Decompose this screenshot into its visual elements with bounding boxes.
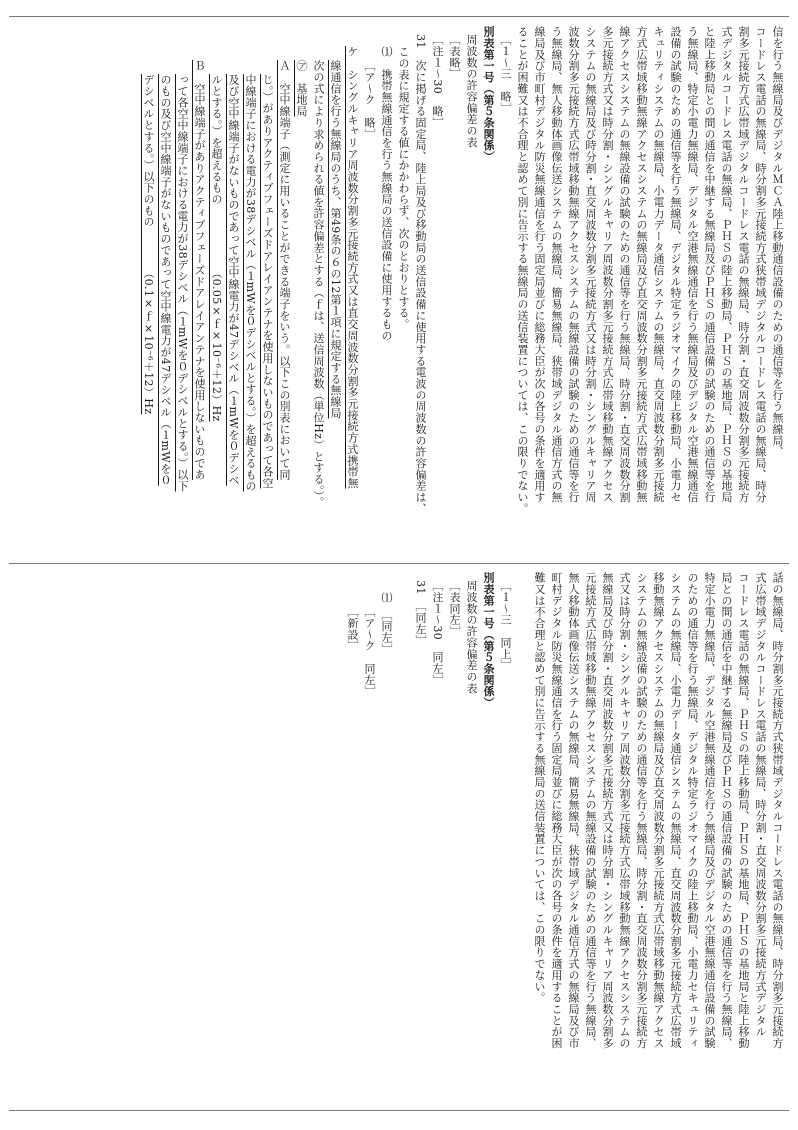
text-line: デシベルとする。）以下のもの （0.1×ｆ×10⁻⁶＋12）Hz bbox=[142, 74, 155, 415]
text-line: 無線局及び時分割・直交周波数分割多元接続方式又は時分割・シングルキャリア周波数分割多 bbox=[601, 572, 614, 1049]
text-line: 線局及び市町村デジタル防災無線通信を行う固定局並びに総務大臣が次の各号の条件を適用す bbox=[533, 26, 546, 503]
text-line: 割多元接続方式広帯域デジタルコードレス電話の無線局、時分割・直交周波数分割多元接続方 bbox=[737, 26, 750, 503]
text-line: 難又は不合理と認めて別に告示する無線局の送信装置については、この限りでない。 bbox=[533, 572, 546, 1004]
text-line: う無線局、特定小電力無線局、デジタル空港無線通信を行う無線局及びデジタル空港無線通信 bbox=[686, 26, 699, 503]
text-line: ［ア～ク 略］ bbox=[363, 60, 376, 140]
text-line: Ｂ 空中線端子がありアクティブフェーズドアレイアンテナを使用しないものであ bbox=[193, 60, 206, 480]
text-line: ⑴ ［同左］ bbox=[380, 592, 393, 655]
text-line: って各空中線端子における電力が38デシベル（１mWを０デシベルとする。）以下 bbox=[176, 74, 189, 492]
text-line: と陸上移動局との間の通信を中継する無線局及びＰＨＳの通信設備の試験のための通信等を行 bbox=[703, 26, 716, 503]
text-line: システムの無線設備の試験のための通信等を行う無線局、時分割・直交周波数分割多元接続方 bbox=[635, 572, 648, 1049]
text-line: 方式広帯域移動無線アクセスシステムの無線局及び直交周波数分割多元接続方式広帯域移動無 bbox=[635, 26, 648, 503]
text-line: コードレス電話の無線局、時分割多元接続方式狭帯域デジタルコードレス電話の無線局、時分 bbox=[754, 26, 767, 503]
text-line: 中線端子における電力が38デシベル（１mWを０デシベルとする。）を超えるもの bbox=[244, 74, 257, 492]
text-line: 無人移動体画像伝送システムの無線局、簡易無線局、狭帯域デジタル通信方式の無線局及び市 bbox=[567, 572, 580, 1049]
text-line: システムの無線局、小電力データ通信システムの無線局、直交周波数分割多元接続方式広帯域 bbox=[669, 572, 682, 1049]
text-line: 信を行う無線局及びデジタルＭＣＡ陸上移動通信設備のための通信等を行う無線局、 bbox=[771, 26, 784, 458]
text-line: キュリティシステムの無線局、小電力データ通信システムの無線局、直交周波数分割多元接続 bbox=[652, 26, 665, 503]
text-line: システムの無線局及び時分割・直交周波数分割多元接続方式又は時分割・シングルキャリア周 bbox=[584, 26, 597, 503]
text-line: 別表第一号（第５条関係） bbox=[482, 572, 495, 709]
text-line: 町村デジタル防災無線通信を行う固定局並びに総務大臣が次の各号の条件を適用することが困 bbox=[550, 572, 563, 1049]
text-line: ［１～三 同上］ bbox=[499, 580, 512, 671]
text-line: 元接続方式広帯域移動無線アクセスシステムの無線設備の試験のための通信等を行う無線局、 bbox=[584, 572, 597, 1049]
text-line: 及び空中線端子がないものであって空中線電力が47デシベル（１mWを０デシベ bbox=[227, 74, 240, 486]
text-line: ［表同左］ bbox=[448, 580, 461, 637]
text-line: ⑴ 携帯無線通信を行う無線局の送信設備に使用するもの bbox=[380, 46, 393, 342]
current-text-panel bbox=[14, 572, 786, 1100]
text-line: 移動無線アクセスシステムの無線局及び直交周波数分割多元接続方式広帯域移動無線アクセス bbox=[652, 572, 665, 1049]
text-line: じ。）がありアクティブフェーズドアレイアンテナを使用しないものであって各空 bbox=[261, 74, 274, 489]
revised-text-panel bbox=[14, 26, 786, 554]
text-line: 線アクセスシステムの無線設備の試験のための通信等を行う無線局、時分割・直交周波数分割 bbox=[618, 26, 631, 503]
upper-vertical-text bbox=[140, 26, 786, 546]
text-line: 式広帯域デジタルコードレス電話の無線局、時分割・直交周波数分割多元接続方式デジタル bbox=[754, 572, 767, 1038]
text-line: のもの及び空中線端子がないものであって空中線電力が47デシベル（１mWを０ bbox=[159, 74, 172, 486]
text-line: ㋐ 基地局 bbox=[295, 60, 308, 117]
text-line: この表に規定する値にかかわらず、次のとおりとする。 bbox=[397, 46, 410, 330]
text-line: 局との間の通信を中継する無線局及びＰＨＳの通信設備の試験のための通信等を行う無線局、 bbox=[720, 572, 733, 1049]
text-line: ［新設］ bbox=[346, 606, 359, 652]
text-line: 式デジタルコードレス電話の無線局、ＰＨＳの陸上移動局、ＰＨＳの基地局、ＰＨＳの基地局 bbox=[720, 26, 733, 503]
text-line: ［注１～30 同左］ bbox=[431, 580, 444, 686]
text-line: 話の無線局、時分割多元接続方式狭帯域デジタルコードレス電話の無線局、時分割多元接続方 bbox=[771, 572, 784, 1049]
text-line: 31 ［同左］ bbox=[414, 580, 427, 646]
text-line: 多元接続方式又は時分割・シングルキャリア周波数分割多元接続方式広帯域移動無線アクセス bbox=[601, 26, 614, 503]
lower-vertical-text bbox=[344, 572, 786, 1092]
text-line: ケ シングルキャリア周波数分割多元接続方式又は直交周波数分割多元接続方式携帯無 bbox=[346, 46, 359, 489]
text-line: ルとする。）を超えるもの （0.05×ｆ×10⁻⁶＋12）Hz bbox=[210, 74, 223, 422]
text-line: 式又は時分割・シングルキャリア周波数分割多元接続方式広帯域移動無線アクセスシステムの bbox=[618, 572, 631, 1049]
text-line: 特定小電力無線局、デジタル空港無線通信を行う無線局及びデジタル空港無線通信設備の試験 bbox=[703, 572, 716, 1049]
text-line: ることが困難又は不合理と認めて別に告示する無線局の送信装置については、この限りでない。 bbox=[516, 26, 529, 515]
text-line: 周波数の許容偏差の表 bbox=[465, 34, 478, 148]
middle-rule bbox=[9, 563, 789, 564]
text-line bbox=[395, 572, 412, 1092]
text-line bbox=[514, 572, 531, 1092]
text-line: う無線局、無人移動体画像伝送システムの無線局、簡易無線局、狭帯域デジタル通信方式の無 bbox=[550, 26, 563, 503]
text-line: ［注１～30 略］ bbox=[431, 34, 444, 129]
bottom-rule bbox=[9, 1110, 789, 1111]
text-line: 周波数の許容偏差の表 bbox=[465, 580, 478, 694]
text-line: 波数分割多元接続方式広帯域移動無線アクセスシステムの無線設備の試験のための通信等を行 bbox=[567, 26, 580, 503]
text-line: 設備の試験のための通信等を行う無線局、デジタル特定ラジオマイクの陸上移動局、小電力セ bbox=[669, 26, 682, 503]
text-line: ［１～三 略］ bbox=[499, 34, 512, 114]
top-rule bbox=[9, 16, 789, 17]
text-line: のための通信等を行う無線局、デジタル特定ラジオマイクの陸上移動局、小電力セキュリティ bbox=[686, 572, 699, 1049]
text-line: 次の式により求められる値を許容偏差とする（ｆは、送信周波数（単位Hz）とする。）。 bbox=[312, 60, 325, 508]
text-line: Ａ 空中線端子（測定に用いることができる端子をいう。以下この別表において同 bbox=[278, 60, 291, 480]
text-line: ［ア～ク 同左］ bbox=[363, 606, 376, 697]
text-line: 31 次に掲げる固定局、陸上局及び移動局の送信設備に使用する電波の周波数の許容偏差は、 bbox=[414, 34, 427, 515]
text-line: 別表第一号（第５条関係） bbox=[482, 26, 495, 163]
text-line: ［表略］ bbox=[448, 34, 461, 80]
text-line: 線通信を行う無線局のうち、第49条の６の12第１項に規定する無線局 bbox=[329, 60, 342, 419]
text-line: コードレス電話の無線局、ＰＨＳの陸上移動局、ＰＨＳの基地局、ＰＨＳの基地局と陸上移動 bbox=[737, 572, 750, 1049]
